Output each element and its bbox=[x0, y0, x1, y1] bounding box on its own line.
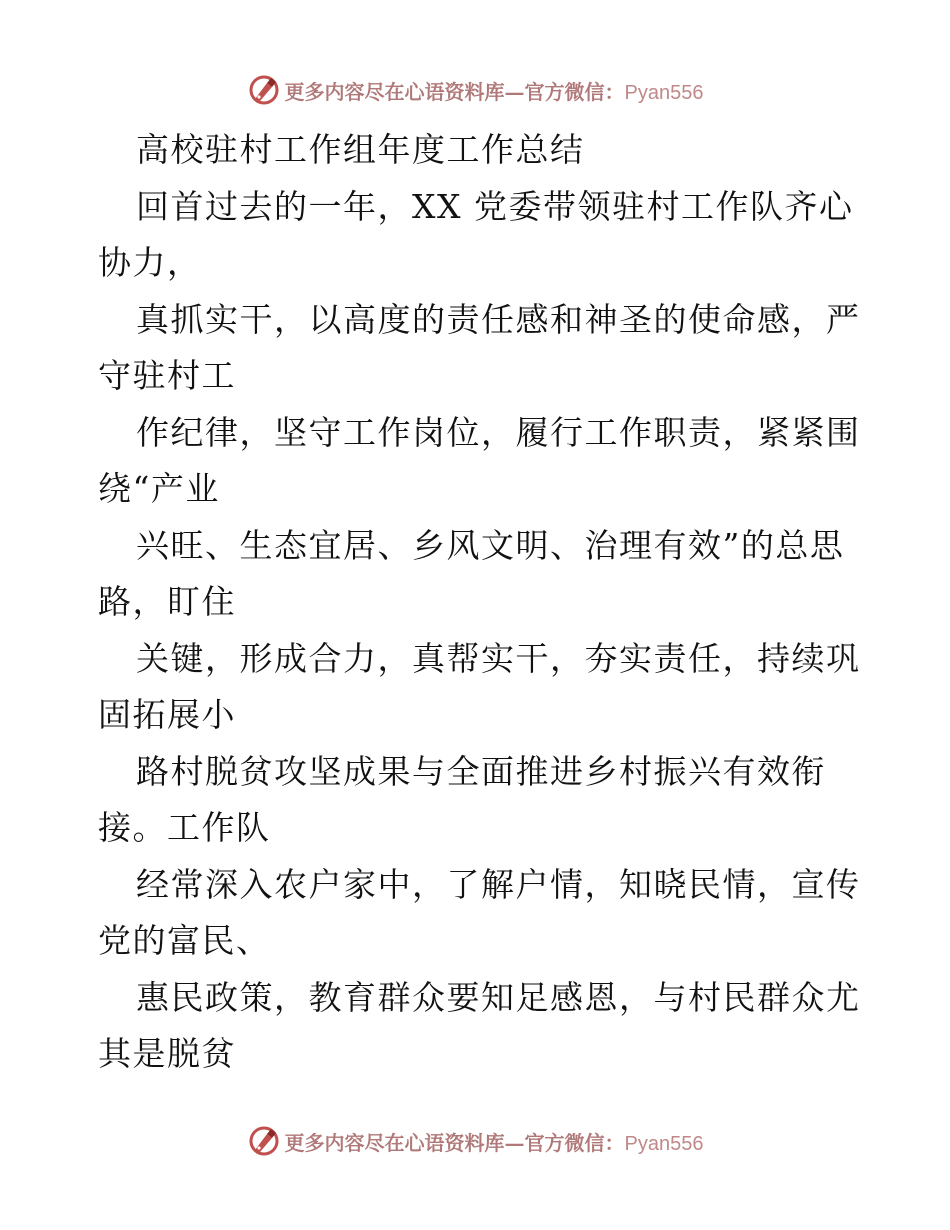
text-line: 兴旺、生态宜居、乡风文明、治理有效”的总思 bbox=[136, 525, 845, 565]
text-line: 其是脱贫 bbox=[98, 1034, 236, 1073]
pen-logo-icon bbox=[247, 73, 281, 107]
banner-wechat-label: 官方微信： bbox=[524, 1130, 625, 1155]
document-body bbox=[98, 122, 861, 1083]
banner-dash: — bbox=[504, 79, 525, 104]
text-line: 路村脱贫攻坚成果与全面推进乡村振兴有效衔 bbox=[136, 751, 826, 791]
text-line: 协力， bbox=[98, 243, 202, 282]
document-title: 高校驻村工作组年度工作总结 bbox=[136, 130, 585, 169]
text-line: 党的富民、 bbox=[98, 921, 271, 960]
text-line: 回首过去的一年，XX 党委带领驻村工作队齐心 bbox=[136, 186, 854, 226]
banner-dash: — bbox=[504, 1130, 525, 1155]
text-line: 守驻村工 bbox=[98, 356, 236, 395]
text-line: 接。工作队 bbox=[98, 808, 271, 847]
text-line: 作纪律，坚守工作岗位，履行工作职责，紧紧围 bbox=[136, 412, 861, 452]
footer-watermark-banner bbox=[0, 1121, 950, 1161]
banner-site-name: 更多内容尽在心语资料库 bbox=[284, 79, 505, 104]
text-line: 惠民政策，教育群众要知足感恩，与村民群众尤 bbox=[136, 977, 861, 1017]
pen-logo-icon bbox=[247, 1124, 281, 1158]
text-line: 绕“产业 bbox=[98, 469, 220, 508]
banner-wechat-id: Pyan556 bbox=[624, 1132, 704, 1155]
banner-site-text bbox=[285, 76, 704, 105]
text-line: 关键，形成合力，真帮实干，夯实责任，持续巩 bbox=[136, 638, 861, 678]
banner-site-name: 更多内容尽在心语资料库 bbox=[284, 1130, 505, 1155]
header-watermark-banner bbox=[0, 70, 950, 110]
banner-wechat-id: Pyan556 bbox=[624, 81, 704, 104]
text-line: 路，盯住 bbox=[98, 582, 236, 621]
banner-wechat-label: 官方微信： bbox=[524, 79, 625, 104]
banner-site-text bbox=[285, 1127, 704, 1156]
text-line: 真抓实干，以高度的责任感和神圣的使命感，严 bbox=[136, 299, 861, 339]
text-line: 固拓展小 bbox=[98, 695, 236, 734]
text-line: 经常深入农户家中，了解户情，知晓民情，宣传 bbox=[136, 864, 861, 904]
